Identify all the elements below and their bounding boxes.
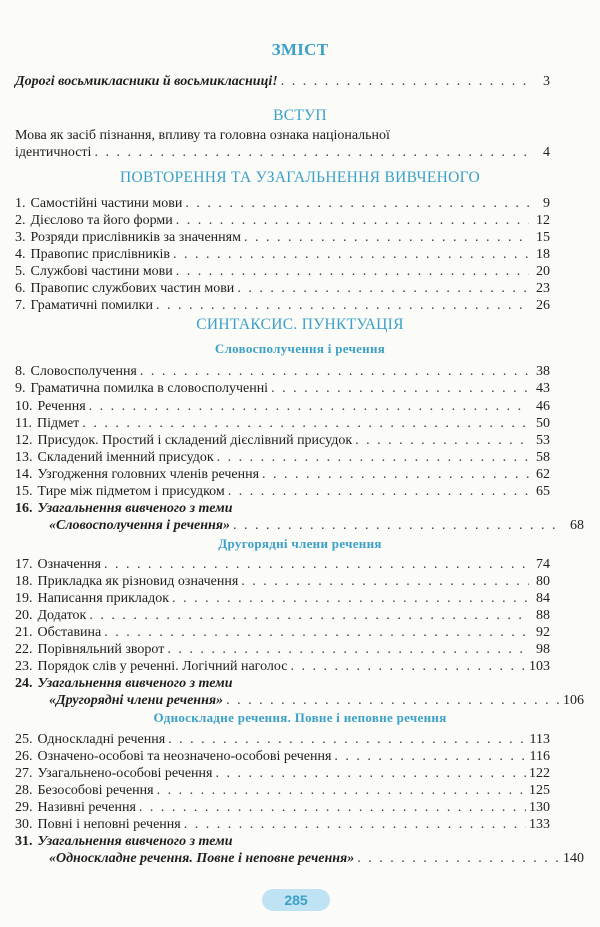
entry-title-line1 xyxy=(15,500,550,517)
entry-title: Порядок слів у реченні. Логічний наголос xyxy=(37,659,288,674)
entry-title-line2: ідентичності xyxy=(15,145,92,160)
toc-entry[interactable] xyxy=(15,380,550,397)
entry-number: 11. xyxy=(15,416,32,431)
section-heading-review: ПОВТОРЕННЯ ТА УЗАГАЛЬНЕННЯ ВИВЧЕНОГО xyxy=(120,169,480,186)
entry-title: Правопис службових частин мови xyxy=(30,281,235,296)
leader-dots xyxy=(271,380,529,397)
leader-dots xyxy=(233,517,563,534)
entry-page: 140 xyxy=(563,851,584,866)
entry-page: 53 xyxy=(536,433,550,448)
entry-page: 116 xyxy=(529,749,550,764)
entry-page: 58 xyxy=(536,450,550,465)
entry-number: 12. xyxy=(15,433,33,448)
entry-page: 133 xyxy=(529,817,550,832)
entry-number: 30. xyxy=(15,817,33,832)
entry-page: 50 xyxy=(536,416,550,431)
entry-page: 46 xyxy=(536,399,550,414)
leader-dots xyxy=(89,398,529,415)
toc-entry-vstup[interactable] xyxy=(15,127,550,161)
entry-title: Порівняльний зворот xyxy=(37,642,165,657)
entry-page: 103 xyxy=(529,659,550,674)
leader-dots xyxy=(168,731,526,748)
entry-title: Написання прикладок xyxy=(37,591,170,606)
entry-page: 80 xyxy=(536,574,550,589)
entry-page: 15 xyxy=(536,230,550,245)
entry-number: 23. xyxy=(15,659,33,674)
leader-dots xyxy=(176,263,529,280)
leader-dots xyxy=(357,850,560,867)
entry-title: Граматичні помилки xyxy=(30,298,153,313)
leader-dots xyxy=(89,607,529,624)
entry-number: 24. xyxy=(15,676,33,691)
entry-page: 88 xyxy=(536,608,550,623)
toc-entry[interactable] xyxy=(15,229,550,246)
leader-dots xyxy=(290,658,526,675)
entry-number: 21. xyxy=(15,625,33,640)
leader-dots xyxy=(172,590,529,607)
page-number-badge: 285 xyxy=(262,889,330,911)
toc-entry[interactable] xyxy=(15,246,550,263)
entry-number: 13. xyxy=(15,450,33,465)
entry-page: 122 xyxy=(529,766,550,781)
entry-number: 3. xyxy=(15,230,26,245)
toc-entry-intro[interactable] xyxy=(15,73,550,90)
entry-title: Узагальнено-особові речення xyxy=(37,766,213,781)
entry-page: 38 xyxy=(536,364,550,379)
entry-page: 43 xyxy=(536,381,550,396)
entry-page: 68 xyxy=(570,518,584,533)
entry-number: 7. xyxy=(15,298,26,313)
toc-entry[interactable] xyxy=(15,363,550,380)
leader-dots xyxy=(215,765,526,782)
entry-title-line1 xyxy=(15,833,550,850)
leader-dots xyxy=(184,816,526,833)
section-heading-syntax: СИНТАКСИС. ПУНКТУАЦІЯ xyxy=(196,316,404,333)
toc-entry[interactable] xyxy=(15,641,550,658)
entry-page: 18 xyxy=(536,247,550,262)
entry-title: Підмет xyxy=(36,416,80,431)
toc-entry[interactable] xyxy=(15,624,550,641)
toc-entry[interactable] xyxy=(15,816,550,833)
toc-entry[interactable] xyxy=(15,748,550,765)
entry-number: 28. xyxy=(15,783,33,798)
entry-page: 92 xyxy=(536,625,550,640)
entry-number: 25. xyxy=(15,732,33,747)
leader-dots xyxy=(156,297,529,314)
entry-number: 17. xyxy=(15,557,33,572)
entry-title-line2: «Односкладне речення. Повне і неповне речення» xyxy=(49,851,355,866)
entry-number: 26. xyxy=(15,749,33,764)
subsection-heading-phrases: Словосполучення і речення xyxy=(214,341,386,356)
leader-dots xyxy=(281,73,529,90)
leader-dots xyxy=(167,641,529,658)
entry-title-line2: «Словосполучення і речення» xyxy=(49,518,231,533)
entry-number: 8. xyxy=(15,364,26,379)
entry-page: 20 xyxy=(536,264,550,279)
entry-number: 16. xyxy=(15,501,33,516)
entry-page: 106 xyxy=(563,693,584,708)
entry-page: 125 xyxy=(529,783,550,798)
leader-dots xyxy=(226,692,560,709)
entry-title: Правопис прислівників xyxy=(30,247,171,262)
toc-entry[interactable] xyxy=(15,833,584,867)
entry-number: 1. xyxy=(15,196,26,211)
entry-number: 14. xyxy=(15,467,33,482)
toc-entry[interactable] xyxy=(15,297,550,314)
entry-title: Граматична помилка в словосполученні xyxy=(30,381,269,396)
entry-number: 6. xyxy=(15,281,26,296)
entry-page: 74 xyxy=(536,557,550,572)
toc-entry[interactable] xyxy=(15,263,550,280)
leader-dots xyxy=(104,556,529,573)
entry-number: 4. xyxy=(15,247,26,262)
leader-dots xyxy=(82,415,529,432)
toc-entry[interactable] xyxy=(15,466,550,483)
subsection-heading-secondary: Другорядні члени речення xyxy=(218,536,382,551)
entry-number: 5. xyxy=(15,264,26,279)
entry-page: 130 xyxy=(529,800,550,815)
entry-title-line2: «Другорядні члени речення» xyxy=(49,693,224,708)
leader-dots xyxy=(217,449,529,466)
toc-entry[interactable] xyxy=(15,731,550,748)
leader-dots xyxy=(237,280,529,297)
toc-entry[interactable] xyxy=(15,195,550,212)
entry-number: 20. xyxy=(15,608,33,623)
leader-dots xyxy=(241,573,529,590)
subsection-heading-one-part: Односкладне речення. Повне і неповне речення xyxy=(153,710,447,725)
leader-dots xyxy=(104,624,529,641)
entry-page: 9 xyxy=(543,196,550,211)
entry-title: Дорогі восьмикласники й восьмикласниці! xyxy=(15,74,278,89)
entry-number: 19. xyxy=(15,591,33,606)
leader-dots xyxy=(228,483,529,500)
toc-entry[interactable] xyxy=(15,556,550,573)
toc-entry[interactable] xyxy=(15,658,550,675)
entry-page: 98 xyxy=(536,642,550,657)
toc-entry[interactable] xyxy=(15,782,550,799)
entry-page: 62 xyxy=(536,467,550,482)
toc-entry[interactable] xyxy=(15,483,550,500)
entry-page: 113 xyxy=(529,732,550,747)
toc-entry[interactable] xyxy=(15,432,550,449)
entry-title-line1: Мова як засіб пізнання, впливу та головна ознака національної xyxy=(15,128,390,143)
entry-title: Дієслово та його форми xyxy=(30,213,173,228)
leader-dots xyxy=(185,195,529,212)
entry-title: Повні і неповні речення xyxy=(37,817,181,832)
entry-page: 12 xyxy=(536,213,550,228)
entry-number: 22. xyxy=(15,642,33,657)
leader-dots xyxy=(176,212,529,229)
entry-title: Складений іменний присудок xyxy=(37,450,214,465)
entry-title: Обставина xyxy=(37,625,102,640)
entry-page: 84 xyxy=(536,591,550,606)
toc-entry[interactable] xyxy=(15,449,550,466)
toc-entry[interactable] xyxy=(15,398,550,415)
toc-entry[interactable] xyxy=(15,573,550,590)
toc-entry[interactable] xyxy=(15,590,550,607)
entry-number: 29. xyxy=(15,800,33,815)
leader-dots xyxy=(334,748,526,765)
leader-dots xyxy=(173,246,529,263)
toc-entry[interactable] xyxy=(15,415,550,432)
entry-title: Словосполучення xyxy=(30,364,137,379)
entry-title: Додаток xyxy=(37,608,87,623)
entry-title: Узагальнення вивченого з теми xyxy=(37,834,233,849)
page-title: ЗМІСТ xyxy=(271,40,329,59)
entry-number: 2. xyxy=(15,213,26,228)
entry-page: 3 xyxy=(543,74,550,89)
entry-title: Узагальнення вивченого з теми xyxy=(37,501,233,516)
toc-entry[interactable] xyxy=(15,765,550,782)
leader-dots xyxy=(140,363,529,380)
entry-title: Називні речення xyxy=(37,800,136,815)
entry-page: 26 xyxy=(536,298,550,313)
entry-number: 9. xyxy=(15,381,26,396)
entry-title: Односкладні речення xyxy=(37,732,166,747)
toc-entry[interactable] xyxy=(15,280,550,297)
toc-entry[interactable] xyxy=(15,799,550,816)
toc-entry[interactable] xyxy=(15,500,584,534)
entry-page: 4 xyxy=(543,145,550,160)
entry-title: Узагальнення вивченого з теми xyxy=(37,676,233,691)
entry-title: Службові частини мови xyxy=(30,264,173,279)
leader-dots xyxy=(244,229,529,246)
entry-title: Означення xyxy=(37,557,101,572)
entry-title: Означено-особові та неозначено-особові речення xyxy=(37,749,332,764)
entry-number: 10. xyxy=(15,399,33,414)
entry-title: Розряди прислівників за значенням xyxy=(30,230,241,245)
entry-page: 23 xyxy=(536,281,550,296)
toc-entry[interactable] xyxy=(15,607,550,624)
entry-title: Узгодження головних членів речення xyxy=(37,467,260,482)
entry-title: Прикладка як різновид означення xyxy=(37,574,239,589)
leader-dots xyxy=(139,799,526,816)
leader-dots xyxy=(157,782,526,799)
entry-title: Речення xyxy=(37,399,86,414)
entry-number: 15. xyxy=(15,484,33,499)
toc-entry[interactable] xyxy=(15,675,584,709)
entry-number: 18. xyxy=(15,574,33,589)
entry-title: Тире між підметом і присудком xyxy=(37,484,225,499)
section-heading-vstup: ВСТУП xyxy=(273,107,327,124)
leader-dots xyxy=(355,432,529,449)
leader-dots xyxy=(94,144,529,161)
entry-title: Безособові речення xyxy=(37,783,154,798)
entry-title-line1 xyxy=(15,675,550,692)
entry-number: 27. xyxy=(15,766,33,781)
entry-title: Присудок. Простий і складений дієслівний присудок xyxy=(37,433,353,448)
entry-page: 65 xyxy=(536,484,550,499)
toc-entry[interactable] xyxy=(15,212,550,229)
entry-number: 31. xyxy=(15,834,33,849)
leader-dots xyxy=(262,466,529,483)
entry-title: Самостійні частини мови xyxy=(30,196,183,211)
